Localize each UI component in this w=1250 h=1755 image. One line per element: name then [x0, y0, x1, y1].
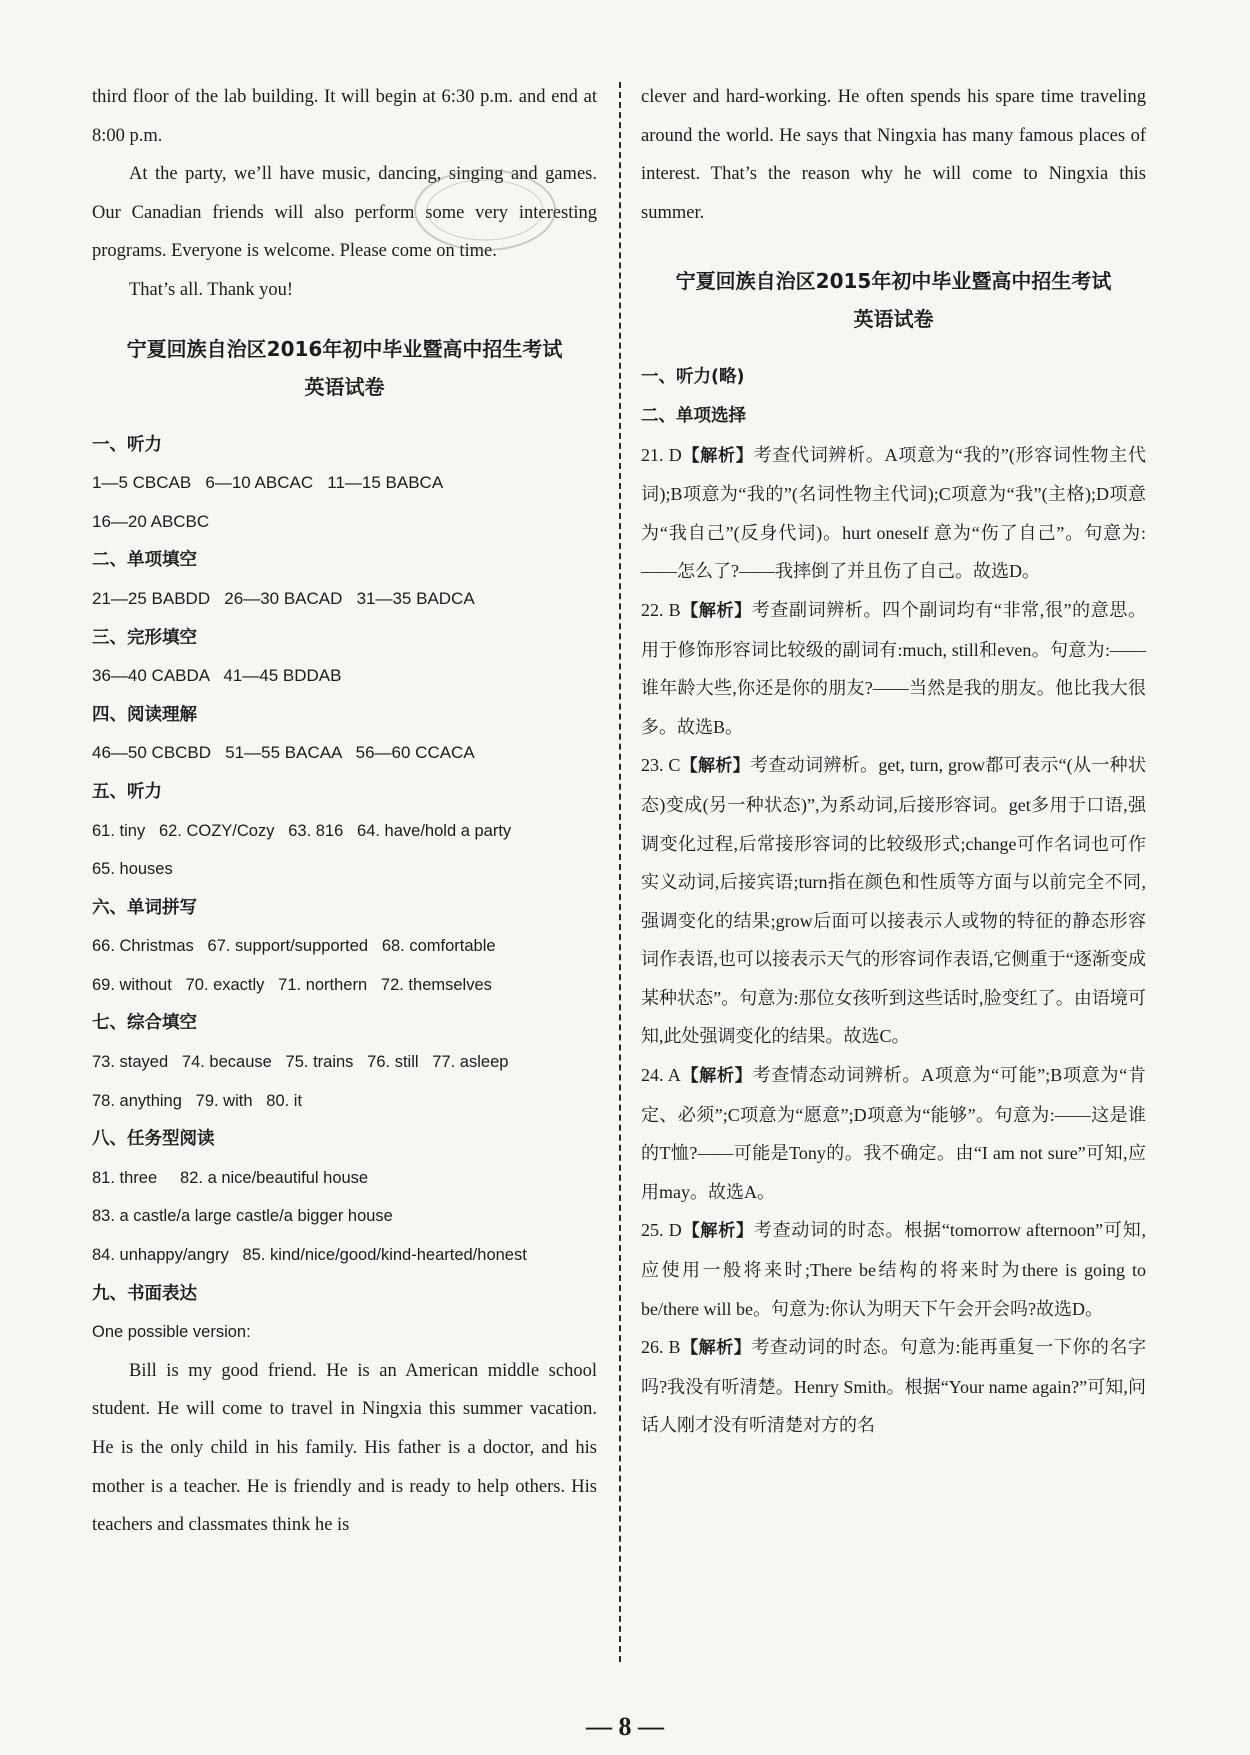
intro-paragraph-2: At the party, we’ll have music, dancing, singing and games. Our Canadian friends will also perform some very interesting programs. Everyone is welcome. Please come on time.: [92, 164, 597, 262]
section-heading: 四、阅读理解: [92, 704, 197, 725]
analysis-tag: 【解析】: [681, 1221, 754, 1242]
answer-section-listening-2: [92, 773, 597, 889]
section-heading: 二、单项填空: [92, 550, 197, 571]
analysis-tag: 【解析】: [680, 600, 752, 621]
section-heading: 六、单词拼写: [92, 897, 197, 918]
question-21: [641, 436, 1146, 591]
answer-line: 78. anything 79. with 80. it: [92, 1091, 303, 1110]
exam-title-2016: 宁夏回族自治区2016年初中毕业暨高中招生考试: [126, 336, 563, 361]
question-number: 26. B: [641, 1337, 681, 1358]
answer-line: 69. without 70. exactly 71. northern 72. themselves: [92, 975, 492, 994]
answer-section-listening: [92, 426, 597, 542]
answer-line: 36—40 CABDA 41—45 BDDAB: [92, 666, 342, 686]
section-heading: 八、任务型阅读: [92, 1129, 215, 1150]
answer-section-reading: [92, 696, 597, 773]
answer-line: 61. tiny 62. COZY/Cozy 63. 816 64. have/hold a party: [92, 821, 512, 840]
watermark-stamp: [410, 160, 560, 260]
answer-line: 21—25 BABDD 26—30 BACAD 31—35 BADCA: [92, 588, 475, 608]
intro-paragraph-1: third floor of the lab building. It will begin at 6:30 p.m. and end at 8:00 p.m.: [92, 87, 597, 146]
section-heading: 一、听力: [92, 434, 162, 455]
exam-subtitle-2016: 英语试卷: [304, 374, 385, 399]
section-heading: 三、完形填空: [92, 627, 197, 648]
answer-line: 16—20 ABCBC: [92, 511, 210, 531]
page-number: — 8 —: [586, 1712, 664, 1741]
analysis-tag: 【解析】: [680, 756, 751, 777]
answer-line: 73. stayed 74. because 75. trains 76. still 77. asleep: [92, 1053, 509, 1072]
column-divider: [619, 82, 621, 1662]
answer-line: 66. Christmas 67. support/supported 68. comfortable: [92, 937, 496, 956]
question-number: 22. B: [641, 599, 681, 620]
answer-line: 46—50 CBCBD 51—55 BACAA 56—60 CCACA: [92, 743, 475, 763]
answer-line: 81. three 82. a nice/beautiful house: [92, 1168, 369, 1187]
section-heading-single-choice: 二、单项选择: [641, 405, 746, 426]
answer-section-task-reading: [92, 1120, 597, 1274]
right-column: [641, 78, 1146, 1445]
question-23: [641, 746, 1146, 1056]
exam-subtitle-2015: 英语试卷: [853, 307, 934, 332]
essay-continuation: clever and hard-working. He often spends his spare time traveling around the world. He says that Ningxia has many famous places of interest. That’s the reason why he will come to Ningxia this summer.: [641, 87, 1146, 223]
question-explanation: 考查代词辨析。A项意为“我的”(形容词性物主代词);B项意为“我的”(名词性物主代词);C项意为“我”(主格);D项意为“我自己”(反身代词)。hurt oneself 意为“伤了自己”。句意为:——怎么了?——我摔倒了并且伤了自己。故选D。: [641, 444, 1147, 582]
answer-line: One possible version:: [92, 1323, 251, 1342]
answer-line: 65. houses: [92, 860, 173, 879]
analysis-tag: 【解析】: [680, 1066, 753, 1087]
section-heading: 九、书面表达: [92, 1283, 197, 1304]
section-heading: 五、听力: [92, 781, 162, 802]
answer-section-spelling: [92, 889, 597, 1005]
answer-section-cloze: [92, 619, 597, 696]
answer-line: 84. unhappy/angry 85. kind/nice/good/kind-hearted/honest: [92, 1246, 527, 1265]
answer-section-single-choice: [92, 541, 597, 618]
question-explanation: 考查情态动词辨析。A项意为“可能”;B项意为“肯定、必须”;C项意为“愿意”;D项意为“能够”。句意为:——这是谁的T恤?——可能是Tony的。我不确定。由“I am not sure”可知,应用may。故选A。: [641, 1065, 1146, 1202]
question-24: [641, 1056, 1146, 1211]
answer-section-writing: [92, 1275, 597, 1352]
question-26: [641, 1328, 1146, 1445]
question-number: 23. C: [641, 755, 681, 776]
section-heading: 七、综合填空: [92, 1013, 197, 1034]
exam-title-2015: 宁夏回族自治区2015年初中毕业暨高中招生考试: [675, 269, 1112, 294]
question-number: 24. A: [641, 1065, 681, 1086]
analysis-tag: 【解析】: [680, 1338, 752, 1359]
left-column: [92, 78, 597, 1545]
question-25: [641, 1211, 1146, 1328]
question-number: 25. D: [641, 1220, 682, 1241]
analysis-tag: 【解析】: [681, 445, 754, 466]
section-heading-listening: 一、听力(略): [641, 367, 745, 388]
essay-paragraph: Bill is my good friend. He is an American middle school student. He will come to travel in Ningxia this summer vacation. He is the only child in his family. His father is a doctor, and his mother is a teacher. He is friendly and is ready to help others. His teachers and classmates think he is: [92, 1360, 597, 1536]
intro-paragraph-3: That’s all. Thank you!: [129, 279, 294, 300]
question-explanation: 考查动词辨析。get, turn, grow都可表示“(从一种状态)变成(另一种状态)”,为系动词,后接形容词。get多用于口语,强调变化过程,后常接形容词的比较级形式;change可作名词也可作实义动词,后接宾语;turn指在颜色和性质等方面与以前完全不同,强调变化的结果;grow后面可以接表示人或物的特征的静态形容词作表语,也可以接表示天气的形容词作表语,它侧重于“逐渐变成某种状态”。句意为:那位女孩听到这些话时,脸变红了。由语境可知,此处强调变化的结果。故选C。: [641, 755, 1146, 1047]
question-explanation: 考查动词的时态。句意为:能再重复一下你的名字吗?我没有听清楚。Henry Smith。根据“Your name again?”可知,问话人刚才没有听清楚对方的名: [641, 1337, 1146, 1436]
question-22: [641, 591, 1146, 746]
question-number: 21. D: [641, 444, 682, 465]
answer-section-fill: [92, 1004, 597, 1120]
question-explanation: 考查动词的时态。根据“tomorrow afternoon”可知,应使用一般将来时;There be结构的将来时为there is going to be/there will be。句意为:你认为明天下午会开会吗?故选D。: [641, 1220, 1147, 1319]
question-explanation: 考查副词辨析。四个副词均有“非常,很”的意思。用于修饰形容词比较级的副词有:much, still和even。句意为:——谁年龄大些,你还是你的朋友?——当然是我的朋友。他比我大很多。故选B。: [641, 599, 1146, 737]
answer-line: 83. a castle/a large castle/a bigger house: [92, 1207, 393, 1226]
answer-line: 1—5 CBCAB 6—10 ABCAC 11—15 BABCA: [92, 473, 444, 493]
